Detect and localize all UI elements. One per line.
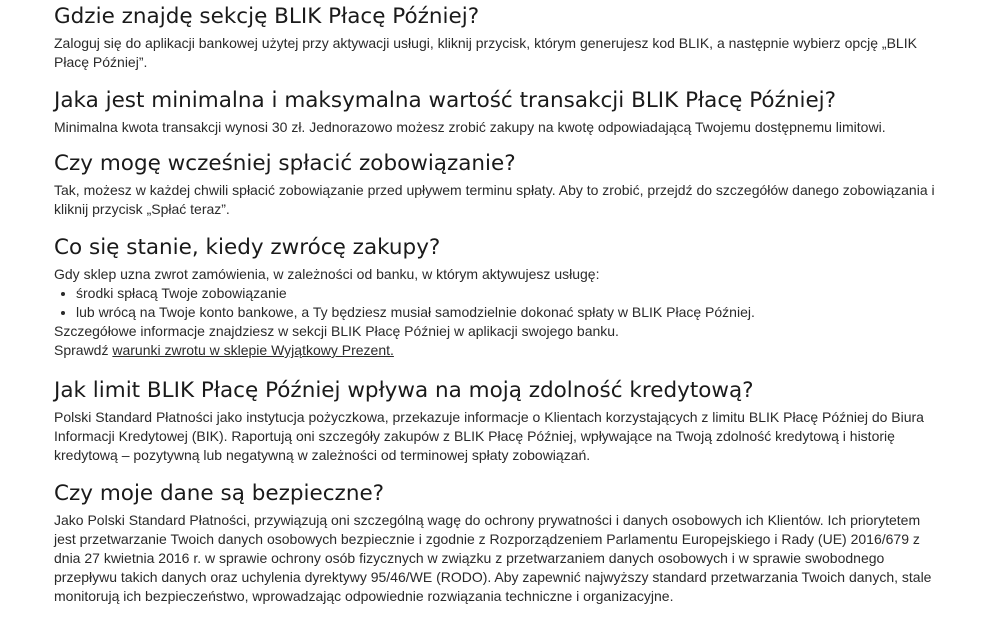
faq-answer-details: Szczegółowe informacje znajdziesz w sekcji BLIK Płacę Później w aplikacji swojego banku. bbox=[54, 323, 619, 339]
faq-item-early-repayment bbox=[54, 150, 944, 219]
faq-item-transaction-limits bbox=[54, 87, 944, 137]
faq-question: Czy moje dane są bezpieczne? bbox=[54, 481, 385, 506]
list-item: • środki spłacą Twoje zobowiązanie bbox=[76, 284, 944, 303]
faq-answer-intro: Gdy sklep uzna zwrot zamówienia, w zależności od banku, w którym aktywujesz usługę: bbox=[54, 266, 600, 282]
faq-item-returns bbox=[54, 234, 944, 360]
faq-answer: Jako Polski Standard Płatności, przywiązują oni szczególną wagę do ochrony prywatności i danych osobowych ich Klientów. Ich priorytetem jest przetwarzanie Twoich danych osobowych bezpiecznie i zgodnie z Rozporządzeniem Parlamentu Europejskiego i Rady (UE) 2016/679 z dnia 27 kwietnia 2016 r. w sprawie ochrony osób fizycznych w związku z przetwarzaniem danych osobowych i w sprawie swobodnego przepływu takich danych oraz uchylenia dyrektywy 95/46/WE (RODO). Aby zapewnić najwyższy standard przetwarzania Twoich danych, stale monitorują ich bezpieczeństwo, wprowadzając odpowiednie rozwiązania techniczne i organizacyjne. bbox=[54, 512, 932, 604]
list-item: • lub wrócą na Twoje konto bankowe, a Ty będziesz musiał samodzielnie dokonać spłaty w BLIK Płacę Później. bbox=[76, 303, 944, 322]
faq-answer: Polski Standard Płatności jako instytucja pożyczkowa, przekazuje informacje o Klientach korzystających z limitu BLIK Płacę Później do Biura Informacji Kredytowej (BIK). Raportują oni szczegóły zakupów z BLIK Płacę Później, wpływające na Twoją zdolność kredytową i historię kredytową – pozytywną lub negatywną w zależności od terminowej spłaty zobowiązań. bbox=[54, 409, 924, 463]
faq-question: Jak limit BLIK Płacę Później wpływa na moją zdolność kredytową? bbox=[54, 378, 754, 403]
faq-item-where-blik bbox=[54, 3, 944, 72]
faq-item-data-security bbox=[54, 480, 944, 606]
faq-item-credit-score bbox=[54, 377, 944, 465]
return-policy-line bbox=[54, 341, 944, 360]
faq-question: Czy mogę wcześniej spłacić zobowiązanie? bbox=[54, 151, 516, 176]
return-policy-prefix: Sprawdź bbox=[54, 342, 113, 358]
faq-question: Jaka jest minimalna i maksymalna wartość transakcji BLIK Płacę Później? bbox=[54, 88, 837, 113]
faq-question: Gdzie znajdę sekcję BLIK Płacę Później? bbox=[54, 4, 480, 29]
faq-answer: Minimalna kwota transakcji wynosi 30 zł. Jednorazowo możesz zrobić zakupy na kwotę odpowiadającą Twojemu dostępnemu limitowi. bbox=[54, 119, 886, 135]
returns-bullet-list bbox=[54, 284, 944, 322]
faq-question: Co się stanie, kiedy zwrócę zakupy? bbox=[54, 235, 441, 260]
faq-answer: Tak, możesz w każdej chwili spłacić zobowiązanie przed upływem terminu spłaty. Aby to zrobić, przejdź do szczegółów danego zobowiązania i kliknij przycisk „Spłać teraz”. bbox=[54, 182, 935, 217]
return-policy-link[interactable]: warunki zwrotu w sklepie Wyjątkowy Prezent. bbox=[112, 342, 394, 358]
faq-answer: Zaloguj się do aplikacji bankowej użytej przy aktywacji usługi, kliknij przycisk, którym generujesz kod BLIK, a następnie wybierz opcję „BLIK Płacę Później”. bbox=[54, 35, 917, 70]
